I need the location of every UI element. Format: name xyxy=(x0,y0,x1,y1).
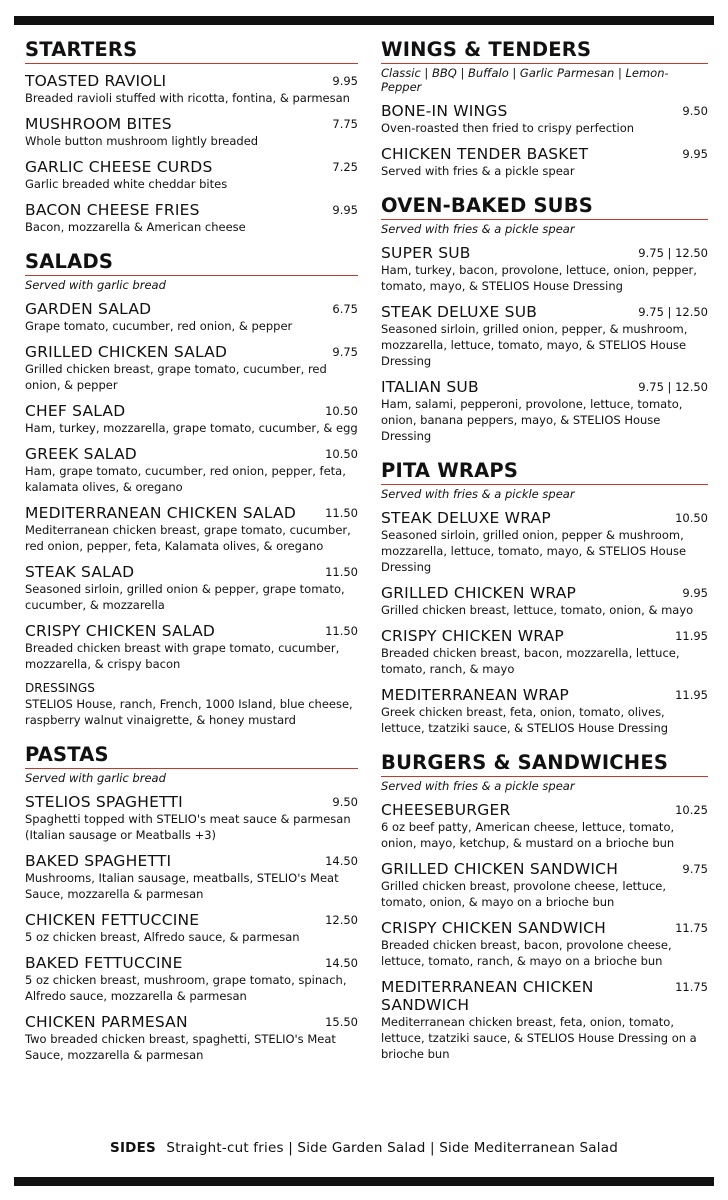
menu-item-name: CRISPY CHICKEN SANDWICH xyxy=(381,919,606,937)
menu-item-price: 11.75 xyxy=(675,980,708,994)
menu-item-header xyxy=(381,919,708,937)
menu-item-name: GARDEN SALAD xyxy=(25,300,152,318)
menu-item xyxy=(381,378,708,444)
menu-item-price: 14.50 xyxy=(325,854,358,868)
section-subtitle: Served with garlic bread xyxy=(25,278,166,292)
menu-item-name: CHICKEN TENDER BASKET xyxy=(381,145,589,163)
menu-item-description: 5 oz chicken breast, Alfredo sauce, & parmesan xyxy=(25,930,300,944)
menu-item-description: Grilled chicken breast, grape tomato, cucumber, red onion, & pepper xyxy=(25,362,327,392)
menu-item-price: 9.75 | 12.50 xyxy=(638,305,708,319)
menu-item-header xyxy=(25,911,358,929)
menu-item-header xyxy=(381,801,708,819)
section-starters xyxy=(25,38,358,235)
menu-item-name: MEDITERRANEAN CHICKEN SALAD xyxy=(25,504,296,522)
menu-item-header xyxy=(381,378,708,396)
menu-item-price: 11.50 xyxy=(325,624,358,638)
menu-item-header xyxy=(381,584,708,602)
menu-item xyxy=(25,158,358,192)
menu-item-header xyxy=(25,1013,358,1031)
menu-item-header xyxy=(381,145,708,163)
menu-item-price: 14.50 xyxy=(325,956,358,970)
menu-item-description: Seasoned sirloin, grilled onion, pepper, & mushroom, mozzarella, lettuce, tomato, mayo, & STELIOS House Dressing xyxy=(381,322,688,368)
menu-item xyxy=(25,201,358,235)
menu-item-name: BAKED FETTUCCINE xyxy=(25,954,183,972)
menu-item-name: MEDITERRANEAN WRAP xyxy=(381,686,569,704)
menu-item-description: Served with fries & a pickle spear xyxy=(381,164,575,178)
menu-item-name: CHEESEBURGER xyxy=(381,801,511,819)
menu-item-header xyxy=(25,115,358,133)
menu-item-header xyxy=(25,158,358,176)
menu-item-name: GARLIC CHEESE CURDS xyxy=(25,158,213,176)
menu-item-name: ITALIAN SUB xyxy=(381,378,479,396)
menu-item-description: Grilled chicken breast, provolone cheese, lettuce, tomato, onion, & mayo on a brioche bun xyxy=(381,879,667,909)
menu-item-price: 7.25 xyxy=(332,160,358,174)
sides-label: SIDES xyxy=(110,1140,156,1156)
menu-item-name: BAKED SPAGHETTI xyxy=(25,852,172,870)
menu-item-header xyxy=(381,978,708,1014)
menu-item-header xyxy=(25,201,358,219)
menu-item xyxy=(25,72,358,106)
menu-item-name: STEAK SALAD xyxy=(25,563,135,581)
menu-item-price: 11.50 xyxy=(325,506,358,520)
menu-item xyxy=(381,584,708,618)
menu-item-price: 11.95 xyxy=(675,688,708,702)
menu-item-description: 6 oz beef patty, American cheese, lettuce, tomato, onion, mayo, ketchup, & mustard on a brioche bun xyxy=(381,820,675,850)
menu-item-header xyxy=(25,300,358,318)
menu-item-header xyxy=(381,244,708,262)
menu-item xyxy=(381,978,708,1062)
menu-item-list xyxy=(381,509,708,736)
menu-item xyxy=(25,622,358,672)
menu-item xyxy=(25,300,358,334)
menu-item-name: STEAK DELUXE WRAP xyxy=(381,509,551,527)
menu-item-description: Breaded chicken breast with grape tomato, cucumber, mozzarella, & crispy bacon xyxy=(25,641,340,671)
menu-item-price: 9.95 xyxy=(682,147,708,161)
section-oven-baked-subs xyxy=(381,194,708,444)
menu-item-description: Ham, turkey, bacon, provolone, lettuce, onion, pepper, tomato, mayo, & STELIOS House Dressing xyxy=(381,263,697,293)
menu-item-header xyxy=(25,622,358,640)
menu-item xyxy=(381,102,708,136)
menu-item-header xyxy=(25,563,358,581)
menu-item-header xyxy=(25,445,358,463)
menu-item-name: CRISPY CHICKEN WRAP xyxy=(381,627,564,645)
section-title: STARTERS xyxy=(25,38,358,64)
menu-item-header xyxy=(25,793,358,811)
menu-item xyxy=(381,801,708,851)
section-title: WINGS & TENDERS xyxy=(381,38,708,64)
left-column xyxy=(25,38,358,1078)
menu-item xyxy=(25,852,358,902)
menu-item-price: 11.75 xyxy=(675,921,708,935)
menu-item-description: Mushrooms, Italian sausage, meatballs, STELIO's Meat Sauce, mozzarella & parmesan xyxy=(25,871,339,901)
menu-item-description: Spaghetti topped with STELIO's meat sauce & parmesan (Italian sausage or Meatballs +3) xyxy=(25,812,351,842)
bottom-border-bar xyxy=(14,1177,714,1186)
menu-item xyxy=(381,627,708,677)
menu-item-price: 6.75 xyxy=(332,302,358,316)
menu-item-description: Ham, grape tomato, cucumber, red onion, pepper, feta, kalamata olives, & oregano xyxy=(25,464,346,494)
menu-item xyxy=(25,115,358,149)
section-subtitle: Served with garlic bread xyxy=(25,771,166,785)
menu-item-price: 15.50 xyxy=(325,1015,358,1029)
menu-item-price: 11.95 xyxy=(675,629,708,643)
menu-item xyxy=(25,343,358,393)
menu-item-header xyxy=(381,102,708,120)
menu-item xyxy=(381,303,708,369)
menu-item-price: 10.50 xyxy=(675,511,708,525)
menu-item-header xyxy=(381,686,708,704)
menu-item-description: Grape tomato, cucumber, red onion, & pepper xyxy=(25,319,293,333)
menu-item-name: SUPER SUB xyxy=(381,244,471,262)
menu-item-name: TOASTED RAVIOLI xyxy=(25,72,167,90)
top-border-bar xyxy=(14,16,714,25)
menu-item xyxy=(25,504,358,554)
menu-item-description: Mediterranean chicken breast, feta, onion, tomato, lettuce, tzatziki sauce, & STELIOS House Dressing on a brioche bun xyxy=(381,1015,697,1061)
menu-item-price: 9.75 | 12.50 xyxy=(638,246,708,260)
section-title: PASTAS xyxy=(25,743,358,769)
menu-item-price: 9.95 xyxy=(682,586,708,600)
menu-item-name: BONE-IN WINGS xyxy=(381,102,508,120)
menu-item-description: Oven-roasted then fried to crispy perfection xyxy=(381,121,635,135)
section-burgers-and-sandwiches xyxy=(381,751,708,1062)
menu-item-header xyxy=(381,509,708,527)
menu-item-price: 10.25 xyxy=(675,803,708,817)
menu-item xyxy=(25,563,358,613)
menu-item-price: 9.50 xyxy=(332,795,358,809)
menu-item-header xyxy=(25,402,358,420)
menu-item-name: CHEF SALAD xyxy=(25,402,126,420)
menu-item-description: Seasoned sirloin, grilled onion & pepper, grape tomato, cucumber, & mozzarella xyxy=(25,582,345,612)
menu-item-name: CHICKEN PARMESAN xyxy=(25,1013,188,1031)
menu-item-price: 9.95 xyxy=(332,74,358,88)
menu-item-name: GRILLED CHICKEN SANDWICH xyxy=(381,860,619,878)
menu-item-price: 9.75 xyxy=(682,862,708,876)
section-title: SALADS xyxy=(25,250,358,276)
menu-item xyxy=(381,145,708,179)
menu-item-name: BACON CHEESE FRIES xyxy=(25,201,200,219)
dressings-list: STELIOS House, ranch, French, 1000 Island, blue cheese, raspberry walnut vinaigrette, & honey mustard xyxy=(25,697,353,727)
menu-item-description: Ham, salami, pepperoni, provolone, lettuce, tomato, onion, banana peppers, mayo, & STELIOS House Dressing xyxy=(381,397,683,443)
menu-item xyxy=(25,1013,358,1063)
section-pastas xyxy=(25,743,358,1063)
menu-item-price: 12.50 xyxy=(325,913,358,927)
menu-item-description: 5 oz chicken breast, mushroom, grape tomato, spinach, Alfredo sauce, mozzarella & parmesan xyxy=(25,973,347,1003)
menu-item-list xyxy=(25,300,358,672)
menu-item-price: 10.50 xyxy=(325,447,358,461)
menu-item-header xyxy=(381,627,708,645)
dressings-label: DRESSINGS xyxy=(25,681,95,695)
menu-item-description: Whole button mushroom lightly breaded xyxy=(25,134,259,148)
menu-item-price: 9.95 xyxy=(332,203,358,217)
menu-item-description: Breaded ravioli stuffed with ricotta, fontina, & parmesan xyxy=(25,91,350,105)
menu-item xyxy=(25,954,358,1004)
menu-item-description: Bacon, mozzarella & American cheese xyxy=(25,220,246,234)
menu-item xyxy=(25,911,358,945)
section-subtitle: Served with fries & a pickle spear xyxy=(381,779,575,793)
menu-item-description: Breaded chicken breast, bacon, mozzarella, lettuce, tomato, ranch, & mayo xyxy=(381,646,680,676)
menu-item xyxy=(381,244,708,294)
menu-item-name: STEAK DELUXE SUB xyxy=(381,303,538,321)
section-subtitle: Classic | BBQ | Buffalo | Garlic Parmesan | Lemon-Pepper xyxy=(381,66,669,94)
menu-item-list xyxy=(381,244,708,444)
section-title: PITA WRAPS xyxy=(381,459,708,485)
menu-item-description: Seasoned sirloin, grilled onion, pepper & mushroom, mozzarella, lettuce, tomato, mayo, & STELIOS House Dressing xyxy=(381,528,687,574)
menu-item-price: 11.50 xyxy=(325,565,358,579)
menu-item xyxy=(381,919,708,969)
menu-item xyxy=(381,686,708,736)
sides-text: Straight-cut fries | Side Garden Salad | Side Mediterranean Salad xyxy=(166,1140,618,1156)
menu-item-description: Mediterranean chicken breast, grape tomato, cucumber, red onion, pepper, feta, Kalamata olives, & oregano xyxy=(25,523,351,553)
menu-item-name: CRISPY CHICKEN SALAD xyxy=(25,622,216,640)
right-column xyxy=(381,38,708,1077)
menu-item xyxy=(25,402,358,436)
menu-item-description: Greek chicken breast, feta, onion, tomato, olives, lettuce, tzatziki sauce, & STELIOS House Dressing xyxy=(381,705,669,735)
menu-item-header xyxy=(25,504,358,522)
menu-item-price: 9.50 xyxy=(682,104,708,118)
menu-item-header xyxy=(25,852,358,870)
menu-item-name: MUSHROOM BITES xyxy=(25,115,172,133)
menu-item-price: 9.75 | 12.50 xyxy=(638,380,708,394)
menu-item-name: GRILLED CHICKEN SALAD xyxy=(25,343,228,361)
menu-item-description: Garlic breaded white cheddar bites xyxy=(25,177,228,191)
menu-item-price: 10.50 xyxy=(325,404,358,418)
section-salads xyxy=(25,250,358,728)
menu-item-list xyxy=(381,801,708,1062)
menu-item-name: GRILLED CHICKEN WRAP xyxy=(381,584,577,602)
menu-item xyxy=(381,509,708,575)
sides-line xyxy=(0,1140,728,1156)
menu-item-description: Ham, turkey, mozzarella, grape tomato, cucumber, & egg xyxy=(25,421,358,435)
menu-item-list xyxy=(381,102,708,179)
menu-item-header xyxy=(381,860,708,878)
menu-item-name: CHICKEN FETTUCCINE xyxy=(25,911,200,929)
section-title: BURGERS & SANDWICHES xyxy=(381,751,708,777)
section-subtitle: Served with fries & a pickle spear xyxy=(381,487,575,501)
menu-item-header xyxy=(25,343,358,361)
menu-item-name: STELIOS SPAGHETTI xyxy=(25,793,183,811)
menu-item xyxy=(25,445,358,495)
menu-item-list xyxy=(25,72,358,235)
menu-item-description: Breaded chicken breast, bacon, provolone cheese, lettuce, tomato, ranch, & mayo on a brioche bun xyxy=(381,938,672,968)
menu-item-name: GREEK SALAD xyxy=(25,445,137,463)
menu-item-description: Two breaded chicken breast, spaghetti, STELIO's Meat Sauce, mozzarella & parmesan xyxy=(25,1032,336,1062)
menu-item-list xyxy=(25,793,358,1063)
menu-item xyxy=(381,860,708,910)
menu-item-header xyxy=(381,303,708,321)
section-wings-and-tenders xyxy=(381,38,708,179)
menu-item-header xyxy=(25,954,358,972)
menu-item-description: Grilled chicken breast, lettuce, tomato, onion, & mayo xyxy=(381,603,694,617)
section-subtitle: Served with fries & a pickle spear xyxy=(381,222,575,236)
section-title: OVEN-BAKED SUBS xyxy=(381,194,708,220)
menu-item-price: 9.75 xyxy=(332,345,358,359)
menu-item xyxy=(25,793,358,843)
section-pita-wraps xyxy=(381,459,708,736)
menu-item-name: MEDITERRANEAN CHICKEN SANDWICH xyxy=(381,978,594,1014)
menu-item-header xyxy=(25,72,358,90)
menu-item-price: 7.75 xyxy=(332,117,358,131)
